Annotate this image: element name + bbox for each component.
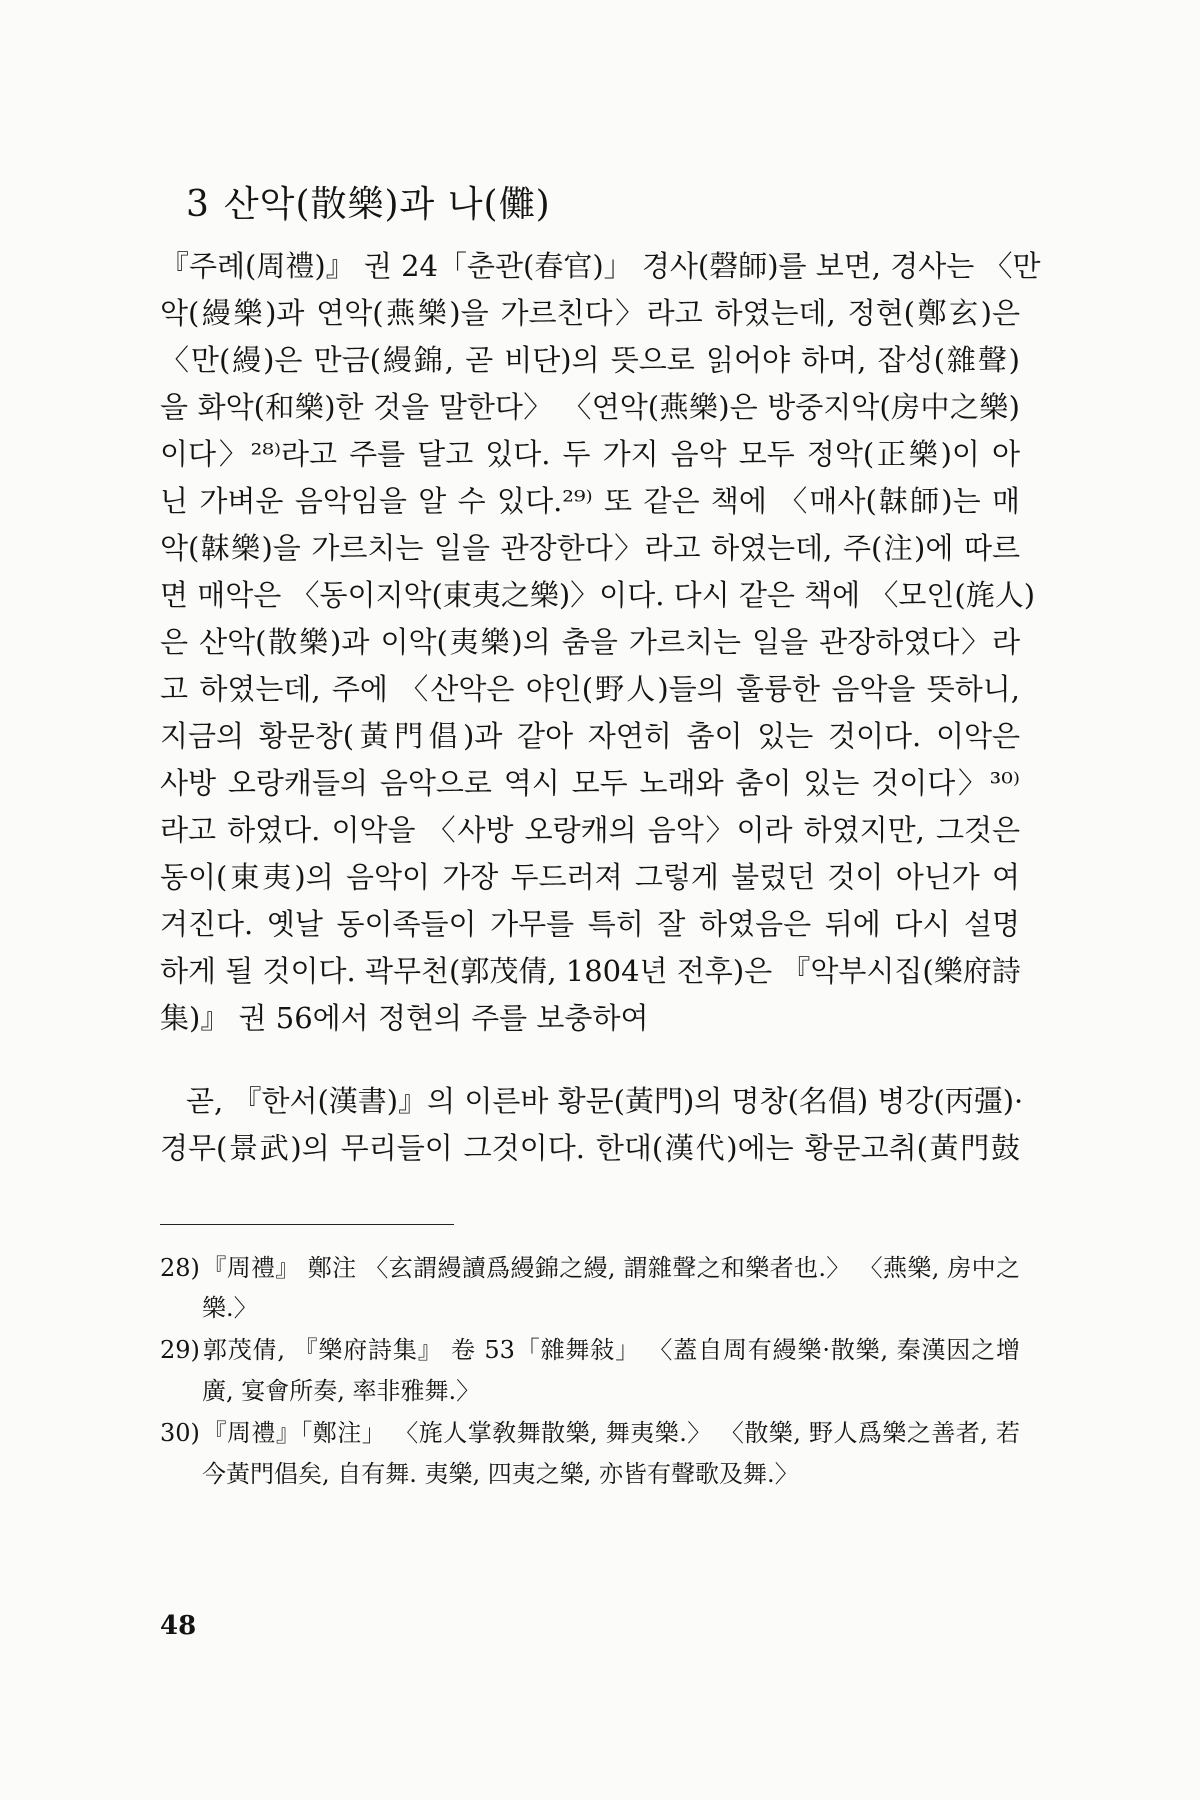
footnote-text: 廣, 宴會所奏, 率非雅舞.〉 xyxy=(202,1377,481,1405)
body-line: 동이(東夷)의 음악이 가장 두드러져 그렇게 불렀던 것이 아닌가 여 xyxy=(160,860,1020,894)
body-line: 을 화악(和樂)한 것을 말한다〉 〈연악(燕樂)은 방중지악(房中之樂) xyxy=(160,390,1020,424)
section-heading xyxy=(186,176,551,227)
body-line: 『주례(周禮)』 권 24「춘관(春官)」 경사(磬師)를 보면, 경사는 〈만 xyxy=(160,249,1041,283)
body-line: 사방 오랑캐들의 음악으로 역시 모두 노래와 춤이 있는 것이다〉³⁰⁾ xyxy=(160,766,1020,800)
body-line: 닌 가벼운 음악임을 알 수 있다.²⁹⁾ 또 같은 책에 〈매사(韎師)는 매 xyxy=(160,484,1020,518)
body-line: 하게 될 것이다. 곽무천(郭茂倩, 1804년 전후)은 『악부시집(樂府詩 xyxy=(160,954,1021,988)
body-line: 은 산악(散樂)과 이악(夷樂)의 춤을 가르치는 일을 관장하였다〉라 xyxy=(160,625,1020,659)
body-line: 이다〉²⁸⁾라고 주를 달고 있다. 두 가지 음악 모두 정악(正樂)이 아 xyxy=(160,437,1020,471)
body-line: 지금의 황문창(黃門倡)과 같아 자연히 춤이 있는 것이다. 이악은 xyxy=(160,719,1020,753)
body-line: 라고 하였다. 이악을 〈사방 오랑캐의 음악〉이라 하였지만, 그것은 xyxy=(160,813,1020,847)
section-title: 산악(散樂)과 나(儺) xyxy=(223,184,551,225)
body-line: 악(韎樂)을 가르치는 일을 관장한다〉라고 하였는데, 주(注)에 따르 xyxy=(160,531,1020,565)
quote-line: 곧, 『한서(漢書)』의 이른바 황문(黃門)의 명창(名倡) 병강(丙彊)· xyxy=(186,1084,1024,1118)
footnote-number: 29) xyxy=(160,1336,200,1364)
footnote-separator xyxy=(160,1224,454,1225)
footnote-30 xyxy=(160,1421,1020,1445)
section-number: 3 xyxy=(186,184,210,225)
footnote-text: 『周禮』「鄭注」 〈旄人掌敎舞散樂, 舞夷樂.〉 〈散樂, 野人爲樂之善者, 若 xyxy=(202,1419,1020,1447)
footnote-29 xyxy=(160,1338,1020,1362)
body-line: 고 하였는데, 주에 〈산악은 야인(野人)들의 훌륭한 음악을 뜻하니, xyxy=(160,672,1020,706)
footnote-number: 28) xyxy=(160,1254,200,1282)
quote-line: 경무(景武)의 무리들이 그것이다. 한대(漢代)에는 황문고취(黃門鼓 xyxy=(160,1131,1020,1165)
footnote-text: 『周禮』 鄭注 〈玄謂縵讀爲縵錦之縵, 謂雜聲之和樂者也.〉 〈燕樂, 房中之 xyxy=(202,1254,1020,1282)
footnote-text: 今黃門倡矣, 自有舞. 夷樂, 四夷之樂, 亦皆有聲歌及舞.〉 xyxy=(202,1460,799,1488)
body-line: 악(縵樂)과 연악(燕樂)을 가르친다〉라고 하였는데, 정현(鄭玄)은 xyxy=(160,296,1020,330)
body-line: 겨진다. 옛날 동이족들이 가무를 특히 잘 하였음은 뒤에 다시 설명 xyxy=(160,907,1020,941)
footnote-number: 30) xyxy=(160,1419,200,1447)
footnote-text: 樂.〉 xyxy=(202,1294,258,1322)
footnote-28 xyxy=(160,1256,1020,1280)
page-number: 48 xyxy=(160,1611,197,1641)
body-line: 면 매악은 〈동이지악(東夷之樂)〉이다. 다시 같은 책에 〈모인(旄人) xyxy=(160,578,1036,612)
body-line: 集)』 권 56에서 정현의 주를 보충하여 xyxy=(160,1001,649,1035)
footnote-text: 郭茂倩, 『樂府詩集』 卷 53「雜舞敍」 〈蓋自周有縵樂·散樂, 秦漢因之增 xyxy=(202,1336,1020,1364)
body-line: 〈만(縵)은 만금(縵錦, 곧 비단)의 뜻으로 읽어야 하며, 잡성(雜聲) xyxy=(160,343,1020,377)
